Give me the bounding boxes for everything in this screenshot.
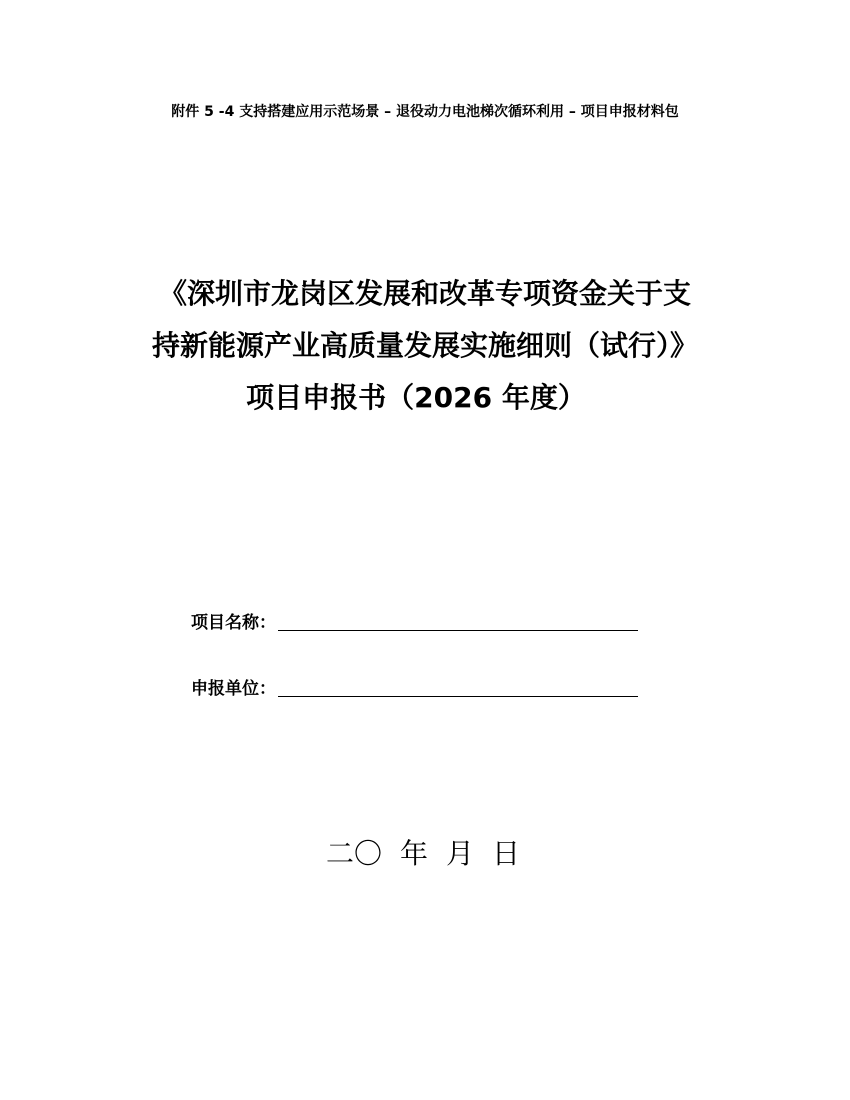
title-line-1: 《深圳市龙岗区发展和改革专项资金关于支: [158, 277, 691, 310]
title-line-3: 项目申报书（2026 年度）: [246, 381, 586, 414]
date-day: 日: [492, 837, 521, 870]
project-name-field: [191, 608, 638, 633]
title-line-2: 持新能源产业高质量发展实施细则（试行）》: [151, 329, 698, 362]
date-line: [326, 832, 520, 872]
date-month: 月: [446, 837, 475, 870]
applicant-blank[interactable]: [278, 678, 638, 697]
document-title: [0, 268, 850, 424]
date-year: 年: [400, 837, 429, 870]
applicant-field: [191, 674, 638, 699]
project-name-blank[interactable]: [278, 612, 638, 631]
attachment-header: 附件 5 -4 支持搭建应用示范场景 – 退役动力电池梯次循环利用 – 项目申报材料包: [171, 104, 679, 120]
applicant-label: 申报单位：: [191, 679, 276, 699]
project-name-label: 项目名称：: [191, 613, 276, 633]
date-prefix: 二〇: [326, 837, 383, 870]
